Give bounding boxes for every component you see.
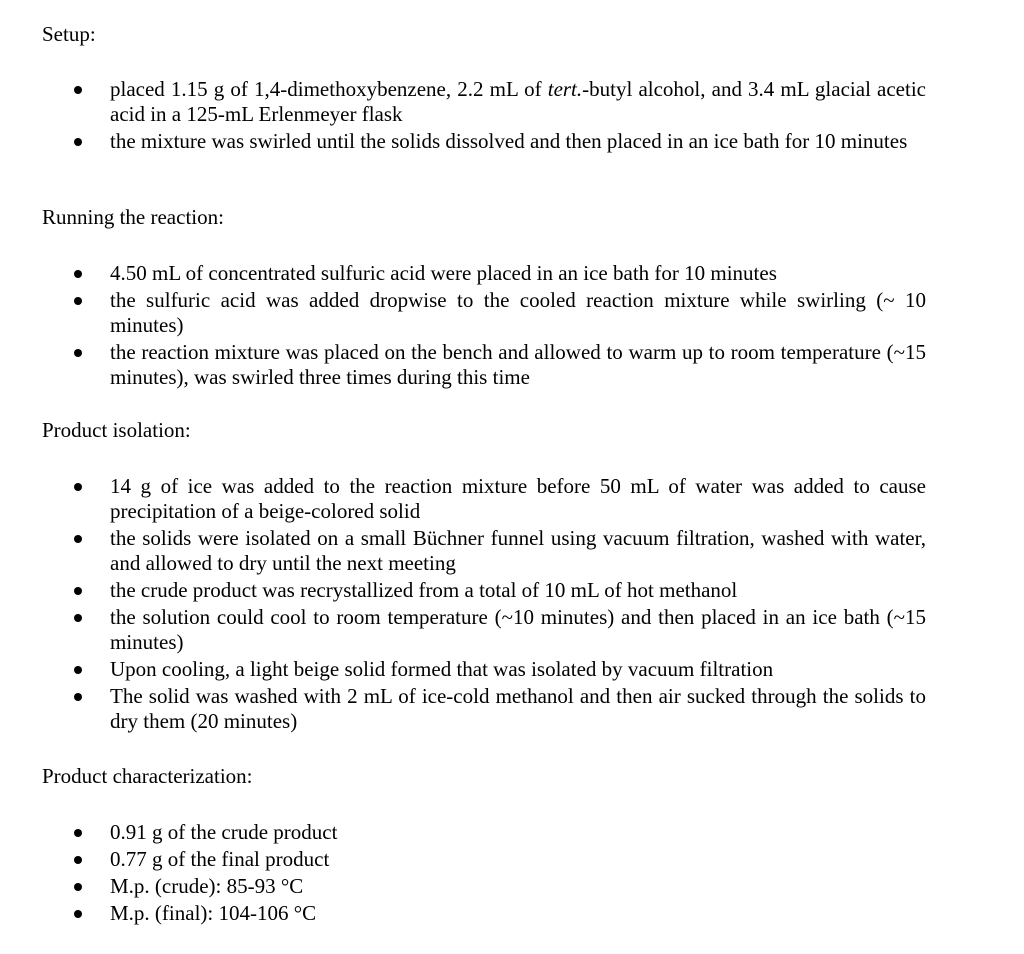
bullet-icon bbox=[74, 483, 82, 491]
bullet-icon bbox=[74, 297, 82, 305]
list-item bbox=[0, 605, 926, 655]
text-run: -butyl alcohol, and 3.4 mL glacial acetic acid in a 125-mL Erlenmeyer flask bbox=[110, 77, 926, 126]
list-item bbox=[0, 684, 926, 734]
list-item-text: the sulfuric acid was added dropwise to the cooled reaction mixture while swirling (~ 10 minutes) bbox=[110, 288, 926, 337]
bullet-icon bbox=[74, 349, 82, 357]
bullet-icon bbox=[74, 86, 82, 94]
bullet-icon bbox=[74, 535, 82, 543]
list-item-text: the mixture was swirled until the solids dissolved and then placed in an ice bath for 10 minutes bbox=[110, 129, 908, 153]
list-item bbox=[0, 578, 926, 603]
list-item bbox=[0, 847, 926, 872]
bullet-icon bbox=[74, 666, 82, 674]
list-item bbox=[0, 261, 926, 286]
list-item-text: 4.50 mL of concentrated sulfuric acid were placed in an ice bath for 10 minutes bbox=[110, 261, 777, 285]
section-heading: Running the reaction: bbox=[42, 205, 224, 229]
list-item-text: Upon cooling, a light beige solid formed that was isolated by vacuum filtration bbox=[110, 657, 774, 681]
bullet-list bbox=[0, 77, 1024, 156]
list-item bbox=[0, 874, 926, 899]
bullet-icon bbox=[74, 138, 82, 146]
list-item bbox=[0, 820, 926, 845]
italic-text-run: tert. bbox=[547, 77, 583, 101]
list-item bbox=[0, 77, 926, 127]
list-item bbox=[0, 288, 926, 338]
bullet-icon bbox=[74, 910, 82, 918]
list-item-text: the reaction mixture was placed on the bench and allowed to warm up to room temperature (~15 minutes), was swirled three times during this time bbox=[110, 340, 926, 389]
list-item-text: 0.77 g of the final product bbox=[110, 847, 330, 871]
bullet-list bbox=[0, 474, 1024, 736]
bullet-icon bbox=[74, 883, 82, 891]
bullet-icon bbox=[74, 829, 82, 837]
bullet-icon bbox=[74, 614, 82, 622]
section-heading: Product isolation: bbox=[42, 418, 191, 442]
list-item-text: the crude product was recrystallized from a total of 10 mL of hot methanol bbox=[110, 578, 738, 602]
bullet-list bbox=[0, 261, 1024, 392]
list-item bbox=[0, 657, 926, 682]
bullet-icon bbox=[74, 587, 82, 595]
list-item bbox=[0, 474, 926, 524]
list-item-text bbox=[110, 77, 926, 127]
list-item bbox=[0, 129, 926, 154]
bullet-icon bbox=[74, 856, 82, 864]
list-item-text: the solids were isolated on a small Büchner funnel using vacuum filtration, washed with water, and allowed to dry until the next meeting bbox=[110, 526, 926, 575]
list-item bbox=[0, 340, 926, 390]
section-heading: Setup: bbox=[42, 22, 96, 46]
list-item-text: M.p. (final): 104-106 °C bbox=[110, 901, 317, 925]
section-heading: Product characterization: bbox=[42, 764, 253, 788]
list-item-text: M.p. (crude): 85-93 °C bbox=[110, 874, 304, 898]
bullet-icon bbox=[74, 270, 82, 278]
list-item-text: The solid was washed with 2 mL of ice-cold methanol and then air sucked through the solids to dry them (20 minutes) bbox=[110, 684, 926, 733]
bullet-list bbox=[0, 820, 1024, 928]
list-item bbox=[0, 901, 926, 926]
text-run: placed 1.15 g of 1,4-dimethoxybenzene, 2.2 mL of bbox=[110, 77, 548, 101]
list-item-text: 0.91 g of the crude product bbox=[110, 820, 338, 844]
list-item-text: 14 g of ice was added to the reaction mixture before 50 mL of water was added to cause precipitation of a beige-colored solid bbox=[110, 474, 926, 523]
list-item-text: the solution could cool to room temperature (~10 minutes) and then placed in an ice bath (~15 minutes) bbox=[110, 605, 926, 654]
bullet-icon bbox=[74, 693, 82, 701]
list-item bbox=[0, 526, 926, 576]
